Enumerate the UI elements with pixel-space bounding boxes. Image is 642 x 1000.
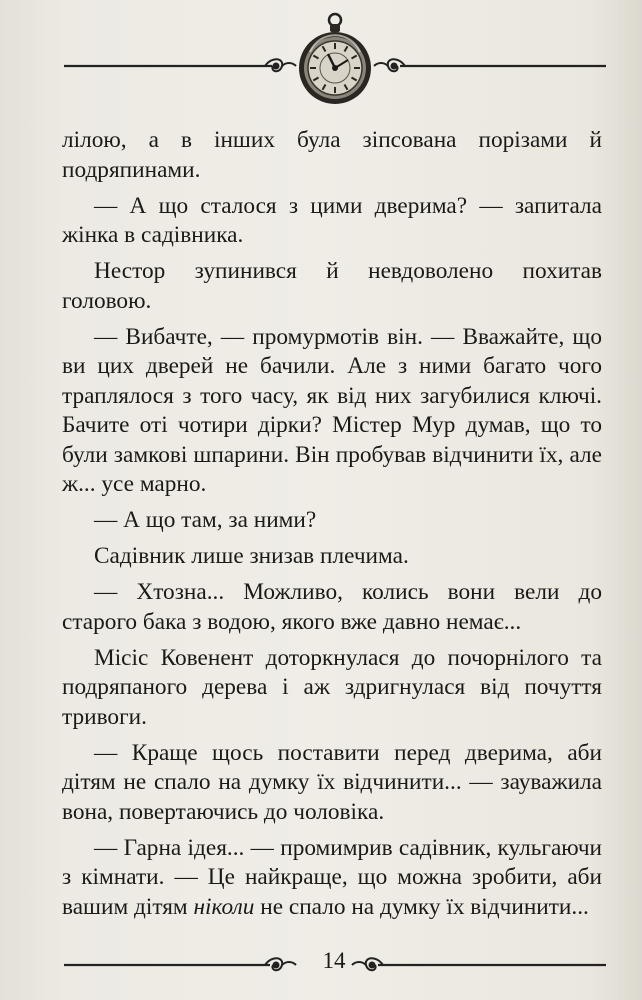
- paragraph: Нестор зупинився й невдоволено похитав головою.: [62, 258, 602, 314]
- paragraph: Садівник лише знизав плечима.: [94, 543, 409, 569]
- paragraph: — Хтозна... Можливо, колись вони вели до старого бака з водою, якого вже давно немає...: [62, 579, 602, 635]
- paragraph-last: [62, 834, 602, 923]
- header-ornament: [60, 12, 610, 112]
- paragraph: — Вибачте, — промурмотів він. — Вважайте, що ви цих дверей не бачили. Але з ними багато чого траплялося з того часу, як від них загубилися ключі. Бачите оті чотири дірки? Містер Мур думав, що то були замкові шпарини. Він пробував відчинити їх, але ж... усе марно.: [62, 323, 602, 497]
- paragraph: Місіс Ковенент доторкнулася до почорнілого та подряпаного дерева і аж здригнулася від почуття тривоги.: [62, 644, 602, 730]
- paragraph-text: — Гарна ідея... — промимрив садівник, кульгаючи з кімнати. — Це найкраще, що можна зробити, аби вашим дітям: [62, 834, 602, 920]
- paragraph: — А що сталося з цими дверима? — запитала жінка в садівника.: [62, 192, 602, 248]
- italic-emphasis: ніколи: [193, 893, 255, 920]
- paragraph: — А що там, за ними?: [94, 507, 317, 533]
- pocket-watch-icon: [299, 14, 371, 104]
- paragraph: — Краще щось поставити перед дверима, аби дітям не спало на думку їх відчинити... — зауважила вона, повертаючись до чоловіка.: [62, 739, 602, 825]
- paragraph-text: не спало на думку їх відчинити...: [254, 893, 589, 920]
- body-text: [62, 126, 602, 929]
- paragraph: лілою, а в інших була зіпсована порізами й подряпинами.: [62, 127, 602, 183]
- page-number: 14: [322, 948, 346, 973]
